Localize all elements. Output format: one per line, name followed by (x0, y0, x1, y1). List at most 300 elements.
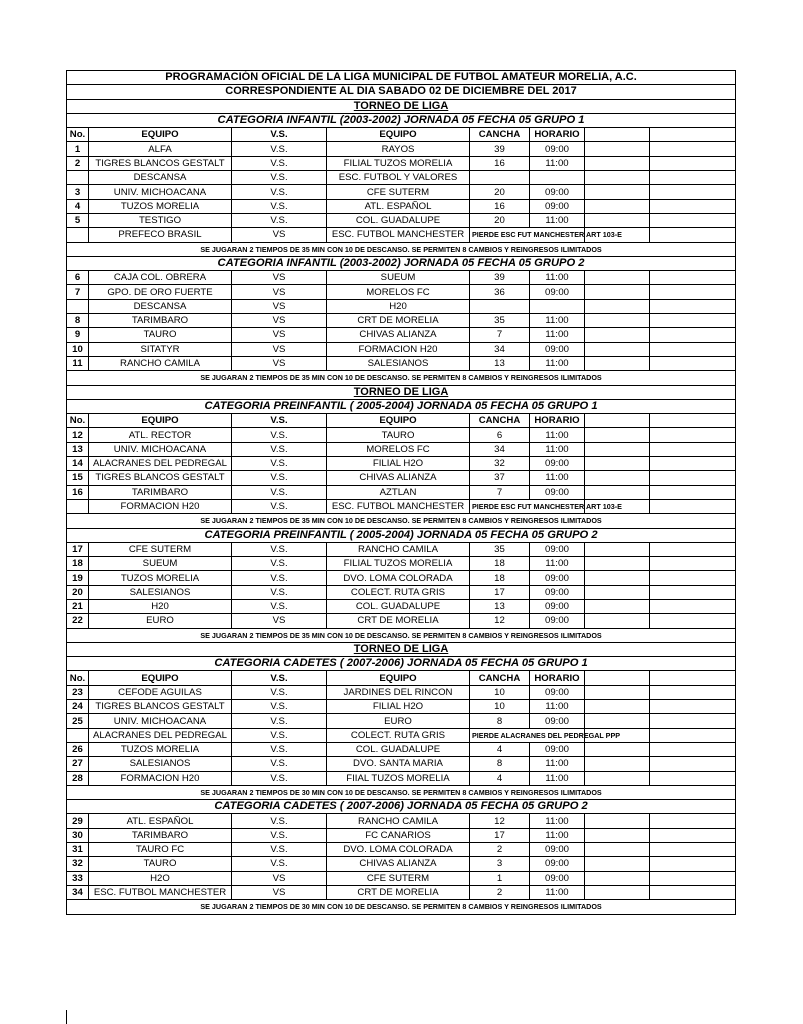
home-team: CEFODE AGUILAS (89, 685, 232, 699)
empty-cell (650, 485, 736, 499)
empty-cell (585, 843, 650, 857)
match-number: 12 (67, 428, 89, 442)
match-number: 15 (67, 471, 89, 485)
empty-cell (585, 700, 650, 714)
match-row (67, 857, 736, 871)
field-number: 39 (470, 271, 530, 285)
category-title: CATEGORIA CADETES ( 2007-2006) JORNADA 05 FECHA 05 GRUPO 2 (67, 800, 736, 814)
empty-cell (650, 356, 736, 370)
empty-cell (585, 714, 650, 728)
away-team: COL. GUADALUPE (327, 213, 470, 227)
kickoff-time: 11:00 (530, 328, 585, 342)
match-number: 33 (67, 871, 89, 885)
kickoff-time: 11:00 (530, 356, 585, 370)
home-team: ALACRANES DEL PEDREGAL (89, 457, 232, 471)
header-vs: V.S. (232, 128, 327, 142)
match-number: 9 (67, 328, 89, 342)
match-row (67, 614, 736, 628)
kickoff-time: 11:00 (530, 442, 585, 456)
category-row (67, 113, 736, 127)
empty-cell (585, 614, 650, 628)
match-row (67, 742, 736, 756)
versus-label: V.S. (232, 857, 327, 871)
header-vs: V.S. (232, 414, 327, 428)
empty-cell (585, 185, 650, 199)
home-team: UNIV. MICHOACANA (89, 442, 232, 456)
empty-cell (650, 128, 736, 142)
empty-cell (585, 685, 650, 699)
away-team: FILIAL TUZOS MORELIA (327, 557, 470, 571)
versus-label: V.S. (232, 213, 327, 227)
kickoff-time: 11:00 (530, 314, 585, 328)
match-number (67, 499, 89, 513)
versus-label: VS (232, 328, 327, 342)
away-team: COLECT. RUTA GRIS (327, 728, 470, 742)
empty-cell (650, 871, 736, 885)
rules-note: SE JUGARAN 2 TIEMPOS DE 35 MIN CON 10 DE DESCANSO. SE PERMITEN 8 CAMBIOS Y REINGRESOS ILIMITADOS (67, 371, 736, 385)
category-title: CATEGORIA PREINFANTIL ( 2005-2004) JORNADA 05 FECHA 05 GRUPO 1 (67, 399, 736, 413)
versus-label: VS (232, 299, 327, 313)
empty-cell (650, 742, 736, 756)
match-number: 22 (67, 614, 89, 628)
away-team: CFE SUTERM (327, 871, 470, 885)
home-team: UNIV. MICHOACANA (89, 714, 232, 728)
away-team: H20 (327, 299, 470, 313)
empty-cell (585, 342, 650, 356)
empty-cell (650, 213, 736, 227)
match-row (67, 757, 736, 771)
field-number: 10 (470, 700, 530, 714)
match-number: 34 (67, 885, 89, 899)
rules-note: SE JUGARAN 2 TIEMPOS DE 30 MIN CON 10 DE DESCANSO. SE PERMITEN 8 CAMBIOS Y REINGRESOS ILIMITADOS (67, 900, 736, 914)
forfeit-note: PIERDE ESC FUT MANCHESTER ART 103-E (470, 499, 585, 513)
match-row (67, 814, 736, 828)
header-horario: HORARIO (530, 128, 585, 142)
empty-cell (650, 457, 736, 471)
match-row (67, 199, 736, 213)
document-date: CORRESPONDIENTE AL DIA SABADO 02 DE DICIEMBRE DEL 2017 (67, 85, 736, 99)
kickoff-time: 11:00 (530, 885, 585, 899)
field-number: 20 (470, 185, 530, 199)
empty-cell (585, 471, 650, 485)
home-team: RANCHO CAMILA (89, 356, 232, 370)
header-cancha: CANCHA (470, 414, 530, 428)
match-number: 30 (67, 828, 89, 842)
empty-cell (585, 771, 650, 785)
match-row (67, 700, 736, 714)
field-number: 7 (470, 328, 530, 342)
kickoff-time: 11:00 (530, 814, 585, 828)
home-team: SALESIANOS (89, 585, 232, 599)
versus-label: V.S. (232, 757, 327, 771)
rules-note-row (67, 900, 736, 914)
match-row (67, 843, 736, 857)
empty-cell (650, 199, 736, 213)
kickoff-time: 09:00 (530, 199, 585, 213)
empty-cell (585, 271, 650, 285)
away-team: DVO. LOMA COLORADA (327, 571, 470, 585)
empty-cell (650, 671, 736, 685)
kickoff-time: 09:00 (530, 485, 585, 499)
versus-label: V.S. (232, 199, 327, 213)
away-team: CRT DE MORELIA (327, 314, 470, 328)
field-number: 8 (470, 757, 530, 771)
match-number: 24 (67, 700, 89, 714)
field-number: 35 (470, 542, 530, 556)
away-team: CRT DE MORELIA (327, 614, 470, 628)
home-team: TESTIGO (89, 213, 232, 227)
away-team: JARDINES DEL RINCON (327, 685, 470, 699)
empty-cell (650, 542, 736, 556)
versus-label: V.S. (232, 585, 327, 599)
away-team: DVO. LOMA COLORADA (327, 843, 470, 857)
field-number: 18 (470, 571, 530, 585)
empty-cell (650, 228, 736, 242)
versus-label: V.S. (232, 728, 327, 742)
versus-label: VS (232, 314, 327, 328)
kickoff-time: 09:00 (530, 542, 585, 556)
forfeit-note: PIERDE ALACRANES DEL PEDREGAL PPP (470, 728, 585, 742)
match-number: 5 (67, 213, 89, 227)
versus-label: V.S. (232, 142, 327, 156)
document-title: PROGRAMACIÓN OFICIAL DE LA LIGA MUNICIPAL DE FUTBOL AMATEUR MORELIA, A.C. (67, 71, 736, 85)
match-number (67, 728, 89, 742)
empty-cell (650, 285, 736, 299)
empty-cell (650, 585, 736, 599)
category-title: CATEGORIA CADETES ( 2007-2006) JORNADA 05 FECHA 05 GRUPO 1 (67, 657, 736, 671)
empty-cell (650, 156, 736, 170)
home-team: TIGRES BLANCOS GESTALT (89, 156, 232, 170)
rules-note-row (67, 371, 736, 385)
match-number: 17 (67, 542, 89, 556)
empty-cell (650, 314, 736, 328)
versus-label: V.S. (232, 499, 327, 513)
kickoff-time: 11:00 (530, 213, 585, 227)
match-row (67, 213, 736, 227)
home-team: TAURO (89, 857, 232, 871)
away-team: FILIAL TUZOS MORELIA (327, 156, 470, 170)
home-team: TARIMBARO (89, 485, 232, 499)
match-number: 19 (67, 571, 89, 585)
header-equipo-local: EQUIPO (89, 128, 232, 142)
home-team: TARIMBARO (89, 314, 232, 328)
home-team: ALFA (89, 142, 232, 156)
match-number: 6 (67, 271, 89, 285)
category-row (67, 256, 736, 270)
header-cancha: CANCHA (470, 671, 530, 685)
home-team: TIGRES BLANCOS GESTALT (89, 700, 232, 714)
torneo-title: TORNEO DE LIGA (67, 99, 736, 113)
kickoff-time: 11:00 (530, 757, 585, 771)
match-row (67, 585, 736, 599)
kickoff-time: 09:00 (530, 742, 585, 756)
home-team: TAURO (89, 328, 232, 342)
empty-cell (650, 499, 736, 513)
versus-label: V.S. (232, 185, 327, 199)
empty-cell (585, 757, 650, 771)
empty-cell (650, 814, 736, 828)
empty-cell (650, 428, 736, 442)
home-team: TUZOS MORELIA (89, 742, 232, 756)
category-row (67, 528, 736, 542)
versus-label: V.S. (232, 571, 327, 585)
rules-note: SE JUGARAN 2 TIEMPOS DE 35 MIN CON 10 DE DESCANSO. SE PERMITEN 8 CAMBIOS Y REINGRESOS ILIMITADOS (67, 514, 736, 528)
field-number: 16 (470, 156, 530, 170)
match-row (67, 499, 736, 513)
away-team: FC CANARIOS (327, 828, 470, 842)
rules-note-row (67, 242, 736, 256)
header-no: No. (67, 128, 89, 142)
match-row (67, 171, 736, 185)
kickoff-time (530, 299, 585, 313)
match-row (67, 714, 736, 728)
empty-cell (650, 342, 736, 356)
category-row (67, 399, 736, 413)
versus-label: V.S. (232, 485, 327, 499)
home-team: GPO. DE ORO FUERTE (89, 285, 232, 299)
empty-cell (650, 700, 736, 714)
away-team: EURO (327, 714, 470, 728)
match-number: 13 (67, 442, 89, 456)
column-header-row (67, 414, 736, 428)
match-number: 25 (67, 714, 89, 728)
away-team: FIIAL TUZOS MORELIA (327, 771, 470, 785)
field-number: 35 (470, 314, 530, 328)
home-team: FORMACION H20 (89, 771, 232, 785)
match-row (67, 428, 736, 442)
match-number: 3 (67, 185, 89, 199)
kickoff-time: 09:00 (530, 614, 585, 628)
empty-cell (585, 199, 650, 213)
versus-label: V.S. (232, 542, 327, 556)
versus-label: V.S. (232, 814, 327, 828)
empty-cell (585, 142, 650, 156)
match-row (67, 442, 736, 456)
header-horario: HORARIO (530, 671, 585, 685)
away-team: COL. GUADALUPE (327, 599, 470, 613)
category-title: CATEGORIA INFANTIL (2003-2002) JORNADA 05 FECHA 05 GRUPO 1 (67, 113, 736, 127)
home-team: CFE SUTERM (89, 542, 232, 556)
versus-label: V.S. (232, 742, 327, 756)
versus-label: VS (232, 228, 327, 242)
kickoff-time: 09:00 (530, 571, 585, 585)
empty-cell (585, 585, 650, 599)
match-number: 21 (67, 599, 89, 613)
field-number (470, 171, 530, 185)
match-row (67, 228, 736, 242)
rules-note-row (67, 628, 736, 642)
away-team: CFE SUTERM (327, 185, 470, 199)
empty-cell (650, 442, 736, 456)
rules-note: SE JUGARAN 2 TIEMPOS DE 30 MIN CON 10 DE DESCANSO. SE PERMITEN 8 CAMBIOS Y REINGRESOS ILIMITADOS (67, 785, 736, 799)
match-row (67, 871, 736, 885)
empty-cell (650, 271, 736, 285)
empty-cell (585, 742, 650, 756)
versus-label: V.S. (232, 428, 327, 442)
empty-cell (650, 142, 736, 156)
match-row (67, 771, 736, 785)
match-number: 18 (67, 557, 89, 571)
home-team: TUZOS MORELIA (89, 571, 232, 585)
header-cancha: CANCHA (470, 128, 530, 142)
kickoff-time: 09:00 (530, 714, 585, 728)
match-row (67, 271, 736, 285)
match-number: 28 (67, 771, 89, 785)
home-team: DESCANSA (89, 171, 232, 185)
away-team: FILIAL H2O (327, 700, 470, 714)
kickoff-time: 11:00 (530, 428, 585, 442)
home-team: FORMACION H20 (89, 499, 232, 513)
column-header-row (67, 671, 736, 685)
empty-cell (650, 328, 736, 342)
category-title: CATEGORIA PREINFANTIL ( 2005-2004) JORNADA 05 FECHA 05 GRUPO 2 (67, 528, 736, 542)
header-vs: V.S. (232, 671, 327, 685)
header-horario: HORARIO (530, 414, 585, 428)
empty-cell (585, 871, 650, 885)
match-number (67, 299, 89, 313)
header-equipo-local: EQUIPO (89, 671, 232, 685)
field-number: 34 (470, 342, 530, 356)
versus-label: VS (232, 342, 327, 356)
field-number: 32 (470, 457, 530, 471)
empty-cell (650, 757, 736, 771)
away-team: DVO. SANTA MARIA (327, 757, 470, 771)
away-team: MORELOS FC (327, 285, 470, 299)
versus-label: V.S. (232, 685, 327, 699)
kickoff-time: 09:00 (530, 185, 585, 199)
torneo-row (67, 642, 736, 656)
empty-cell (585, 299, 650, 313)
empty-cell (650, 571, 736, 585)
home-team: ESC. FUTBOL MANCHESTER (89, 885, 232, 899)
kickoff-time: 11:00 (530, 271, 585, 285)
header-no: No. (67, 414, 89, 428)
kickoff-time: 11:00 (530, 557, 585, 571)
kickoff-time: 09:00 (530, 585, 585, 599)
away-team: CHIVAS ALIANZA (327, 471, 470, 485)
rules-note: SE JUGARAN 2 TIEMPOS DE 35 MIN CON 10 DE DESCANSO. SE PERMITEN 8 CAMBIOS Y REINGRESOS ILIMITADOS (67, 242, 736, 256)
match-row (67, 142, 736, 156)
versus-label: VS (232, 871, 327, 885)
away-team: ESC. FUTBOL MANCHESTER (327, 499, 470, 513)
versus-label: VS (232, 285, 327, 299)
category-row (67, 800, 736, 814)
match-row (67, 542, 736, 556)
match-row (67, 342, 736, 356)
field-number: 12 (470, 614, 530, 628)
schedule-table (66, 70, 736, 915)
home-team: EURO (89, 614, 232, 628)
empty-cell (585, 428, 650, 442)
empty-cell (585, 414, 650, 428)
field-number: 4 (470, 771, 530, 785)
category-title: CATEGORIA INFANTIL (2003-2002) JORNADA 05 FECHA 05 GRUPO 2 (67, 256, 736, 270)
home-team: UNIV. MICHOACANA (89, 185, 232, 199)
rules-note-row (67, 514, 736, 528)
away-team: MORELOS FC (327, 442, 470, 456)
home-team: ALACRANES DEL PEDREGAL (89, 728, 232, 742)
field-number: 16 (470, 199, 530, 213)
match-row (67, 299, 736, 313)
match-number: 1 (67, 142, 89, 156)
torneo-row (67, 99, 736, 113)
match-number: 2 (67, 156, 89, 170)
home-team: ATL. ESPAÑOL (89, 814, 232, 828)
empty-cell (585, 885, 650, 899)
empty-cell (650, 557, 736, 571)
empty-cell (650, 614, 736, 628)
field-number: 17 (470, 585, 530, 599)
versus-label: V.S. (232, 714, 327, 728)
away-team: ATL. ESPAÑOL (327, 199, 470, 213)
match-row (67, 885, 736, 899)
match-row (67, 571, 736, 585)
kickoff-time: 09:00 (530, 857, 585, 871)
versus-label: V.S. (232, 828, 327, 842)
match-number: 14 (67, 457, 89, 471)
field-number: 2 (470, 885, 530, 899)
match-number: 16 (67, 485, 89, 499)
kickoff-time: 11:00 (530, 828, 585, 842)
versus-label: V.S. (232, 471, 327, 485)
home-team: TIGRES BLANCOS GESTALT (89, 471, 232, 485)
versus-label: VS (232, 885, 327, 899)
field-number: 17 (470, 828, 530, 842)
empty-cell (585, 557, 650, 571)
empty-cell (585, 442, 650, 456)
kickoff-time: 11:00 (530, 156, 585, 170)
away-team: TAURO (327, 428, 470, 442)
empty-cell (585, 213, 650, 227)
torneo-row (67, 385, 736, 399)
versus-label: V.S. (232, 843, 327, 857)
kickoff-time: 09:00 (530, 457, 585, 471)
rules-note-row (67, 785, 736, 799)
empty-cell (650, 171, 736, 185)
left-margin-line (66, 1010, 67, 1024)
field-number: 36 (470, 285, 530, 299)
away-team: ESC. FUTBOL MANCHESTER (327, 228, 470, 242)
empty-cell (585, 485, 650, 499)
header-equipo-local: EQUIPO (89, 414, 232, 428)
kickoff-time: 11:00 (530, 771, 585, 785)
match-row (67, 471, 736, 485)
match-number: 29 (67, 814, 89, 828)
home-team: SALESIANOS (89, 757, 232, 771)
field-number: 4 (470, 742, 530, 756)
versus-label: V.S. (232, 171, 327, 185)
home-team: CAJA COL. OBRERA (89, 271, 232, 285)
empty-cell (650, 771, 736, 785)
away-team: RANCHO CAMILA (327, 814, 470, 828)
field-number: 20 (470, 213, 530, 227)
field-number: 18 (470, 557, 530, 571)
away-team: CRT DE MORELIA (327, 885, 470, 899)
torneo-title: TORNEO DE LIGA (67, 385, 736, 399)
match-number: 11 (67, 356, 89, 370)
empty-cell (650, 857, 736, 871)
field-number: 13 (470, 356, 530, 370)
match-row (67, 457, 736, 471)
field-number: 2 (470, 843, 530, 857)
forfeit-note: PIERDE ESC FUT MANCHESTER ART 103-E (470, 228, 585, 242)
versus-label: V.S. (232, 442, 327, 456)
empty-cell (585, 814, 650, 828)
kickoff-time: 09:00 (530, 871, 585, 885)
kickoff-time: 11:00 (530, 700, 585, 714)
versus-label: VS (232, 356, 327, 370)
field-number: 8 (470, 714, 530, 728)
